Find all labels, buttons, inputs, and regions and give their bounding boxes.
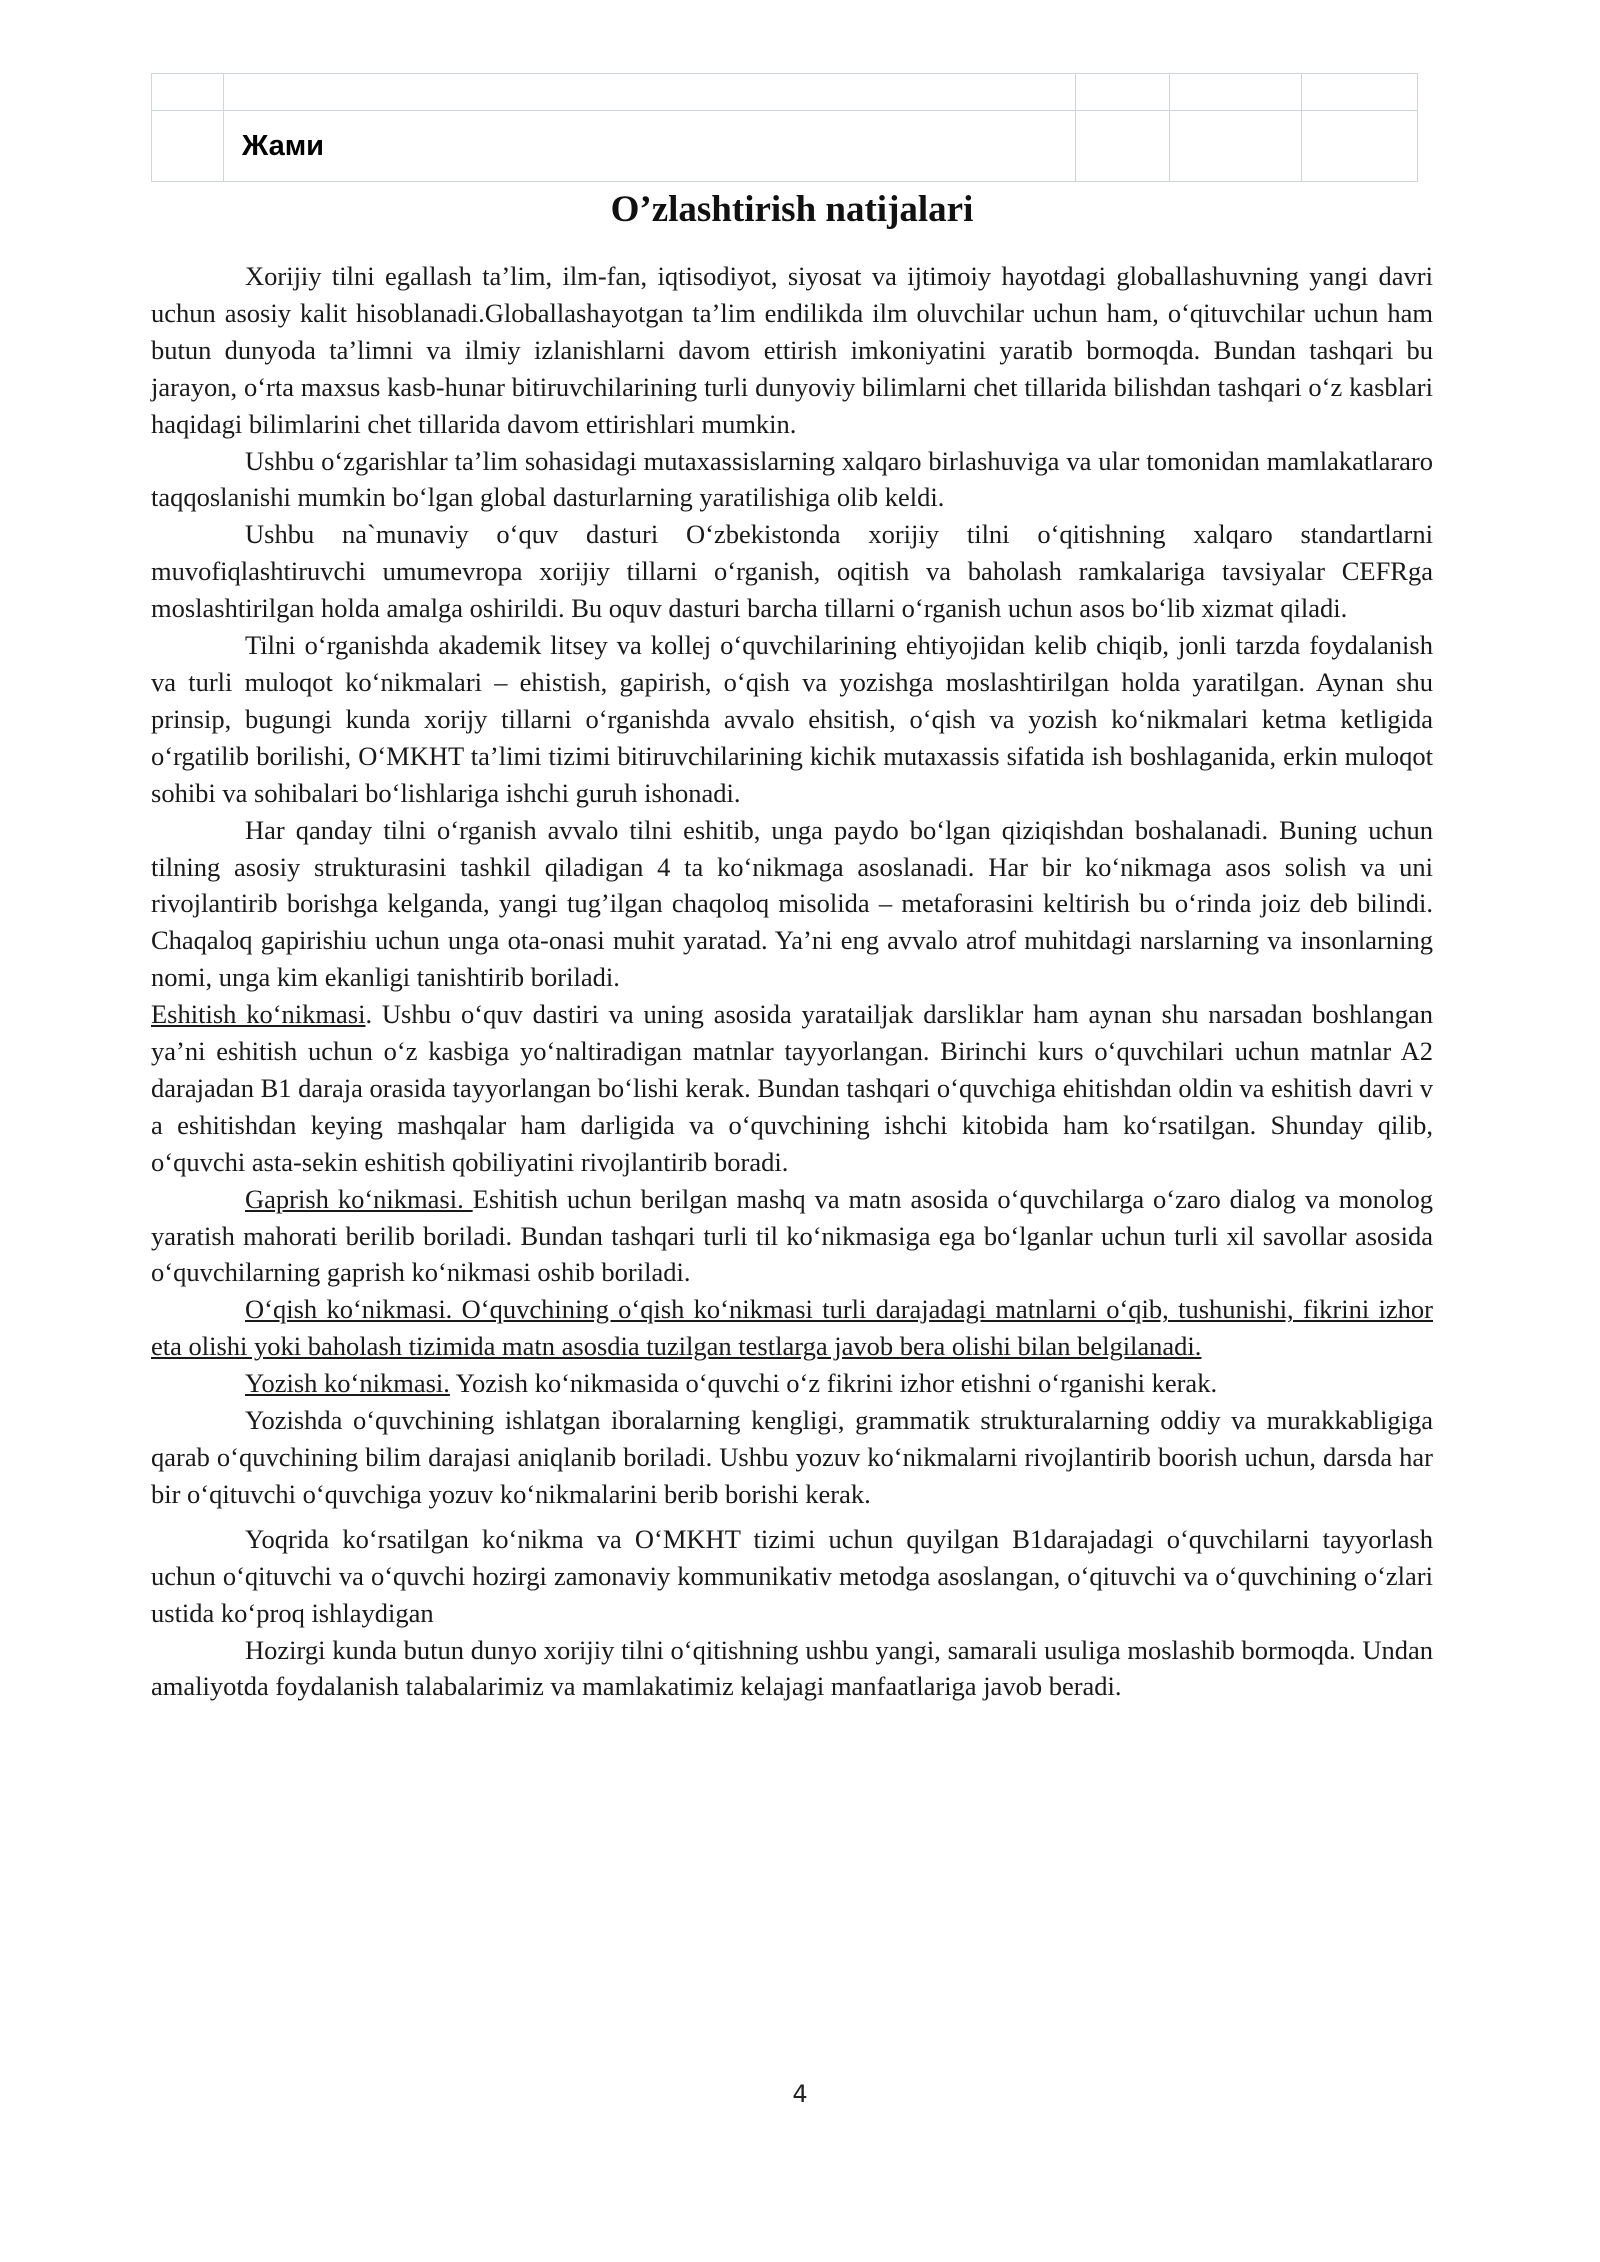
table-cell (152, 74, 224, 111)
speaking-heading: Gaprish ko‘nikmasi. (245, 1183, 473, 1214)
paragraph: Hozirgi kunda butun dunyo xorijiy tilni o‘qitishning ushbu yangi, samarali usuliga moslashib bormoqda. Undan amaliyotda foydalanish talabalarimiz va mamlakatimiz kelajagi manfaatlariga javob beradi. (151, 1634, 1433, 1702)
table-row (152, 74, 1418, 111)
paragraph-reading: O‘qish ko‘nikmasi. O‘quvchining o‘qish ko‘nikmasi turli darajadagi matnlarni o‘qib, tushunishi, fikrini izhor eta olishi yoki baholash tizimida matn asosdia tuzilgan testlarga javob bera olishi bilan belgilanadi. (151, 1294, 1433, 1362)
paragraph-writing (151, 1365, 1433, 1402)
writing-text: Yozish ko‘nikmasida o‘quvchi o‘z fikrini izhor etishni o‘rganishi kerak. (449, 1368, 1218, 1399)
paragraph: Ushbu o‘zgarishlar ta’lim sohasidagi mutaxassislarning xalqaro birlashuviga va ular tomonidan mamlakatlararo taqqoslanishi mumkin bo‘lgan global dasturlarning yaratilishiga olib keldi. (151, 445, 1433, 513)
paragraph: Yozishda o‘quvchining ishlatgan iboralarning kengligi, grammatik strukturalarning oddiy va murakkabligiga qarab o‘quvchining bilim darajasi aniqlanib boriladi. Ushbu yozuv ko‘nikmalarni rivojlantirib boorish uchun, darsda har bir o‘qituvchi o‘quvchiga yozuv ko‘nikmalarini berib borishi kerak. (151, 1405, 1433, 1509)
paragraph: Yoqrida ko‘rsatilgan ko‘nikma va O‘MKHT tizimi uchun quyilgan B1darajadagi o‘quvchilarni tayyorlash uchun o‘qituvchi va o‘quvchi hozirgi zamonaviy kommunikativ metodga asoslangan, o‘qituvchi va o‘quvchining o‘zlari ustida ko‘proq ishlaydigan (151, 1523, 1433, 1628)
summary-table (151, 73, 1418, 182)
paragraph: Har qanday tilni o‘rganish avvalo tilni eshitib, unga paydo bo‘lgan qiziqishdan boshalanadi. Buning uchun tilning asosiy strukturasini tashkil qiladigan 4 ta ko‘nikmaga asoslanadi. Har bir ko‘nikmaga asos solish va uni rivojlantirib borishga kelganda, yangi tug’ilgan chaqoloq misolida – metaforasini keltirish bu o‘rinda joiz deb bilindi. Chaqaloq gapirishiu uchun unga ota-onasi muhit yaratad. Ya’ni eng avvalo atrof muhitdagi narslarning va insonlarning nomi, unga kim ekanligi tanishtirib boriladi. (151, 814, 1433, 993)
table-cell (1076, 74, 1170, 111)
writing-heading: Yozish ko‘nikmasi. (245, 1368, 450, 1399)
section-title: O’zlashtirish natijalari (610, 189, 974, 230)
table-cell (1302, 74, 1418, 111)
total-label: Жами (224, 111, 1076, 182)
table-cell (1170, 74, 1302, 111)
paragraph-listening (151, 996, 1433, 1181)
speaking-text: Eshitish uchun berilgan mashq va matn asosida o‘quvchilarga o‘zaro dialog va monolog yaratish mahorati berilib boriladi. Bundan tashqari turli til ko‘nikmasiga ega bo‘lganlar uchun turli xil savollar asosida o‘quvchilarning gaprish ko‘nikmasi oshib boriladi. (151, 1183, 1434, 1288)
listening-heading: Eshitish ko‘nikmasi (151, 999, 366, 1030)
table-cell (1170, 111, 1302, 182)
paragraph: Ushbu na`munaviy o‘quv dasturi O‘zbekistonda xorijiy tilni o‘qitishning xalqaro standartlarni muvofiqlashtiruvchi umumevropa xorijiy tillarni o‘rganish, oqitish va baholash ramkalariga tavsiyalar CEFRga moslashtirilgan holda amalga oshirildi. Bu oquv dasturi barcha tillarni o‘rganish uchun asos bo‘lib xizmat qiladi. (151, 519, 1433, 624)
page-number: 4 (792, 2080, 808, 2108)
body-text (151, 258, 1433, 1705)
paragraph: Tilni o‘rganishda akademik litsey va kollej o‘quvchilarining ehtiyojidan kelib chiqib, jonli tarzda foydalanish va turli muloqot ko‘nikmalari – ehistish, gapirish, o‘qish va yozishga moslashtirilgan holda yaratilgan. Aynan shu prinsip, bugungi kunda xorijy tillarni o‘rganishda avvalo ehsitish, o‘qish va yozish ko‘nikmalari ketma ketligida o‘rgatilib borilishi, O‘MKHT ta’limi tizimi bitiruvchilarining kichik mutaxassis sifatida ish boshlaganida, erkin muloqot sohibi va sohibalari bo‘lishlariga ishchi guruh ishonadi. (151, 630, 1433, 808)
table-cell (152, 111, 224, 182)
table-row-total (152, 111, 1418, 182)
listening-text: . Ushbu o‘quv dastiri va uning asosida yaratailjak darsliklar ham aynan shu narsadan boshlangan ya’ni eshitish uchun o‘z kasbiga yo‘naltiradigan matnlar tayyorlangan. Birinchi kurs o‘quvchilari uchun matnlar A2 darajadan B1 daraja orasida tayyorlangan bo‘lishi kerak. Bundan tashqari o‘quvchiga ehitishdan oldin va eshitish davri v a eshitishdan keying mashqalar ham darligida va o‘quvchining ishchi kitobida ham ko‘rsatilgan. Shunday qilib, o‘quvchi asta-sekin eshitish qobiliyatini rivojlantirib boradi. (151, 999, 1433, 1177)
table-cell (1076, 111, 1170, 182)
paragraph: Xorijiy tilni egallash ta’lim, ilm-fan, iqtisodiyot, siyosat va ijtimoiy hayotdagi globallashuvning yangi davri uchun asosiy kalit hisoblanadi.Globallashayotgan ta’lim endilikda ilm oluvchilar uchun ham, o‘qituvchilar uchun ham butun dunyoda ta’limni va ilmiy izlanishlarni davom ettirish imkoniyatini yaratib bormoqda. Bundan tashqari bu jarayon, o‘rta maxsus kasb-hunar bitiruvchilarining turli dunyoviy bilimlarni chet tillarida bilishdan tashqari o‘z kasblari haqidagi bilimlarini chet tillarida davom ettirishlari mumkin. (151, 261, 1433, 439)
table-cell (1302, 111, 1418, 182)
paragraph-speaking (151, 1181, 1433, 1292)
table-cell (224, 74, 1076, 111)
